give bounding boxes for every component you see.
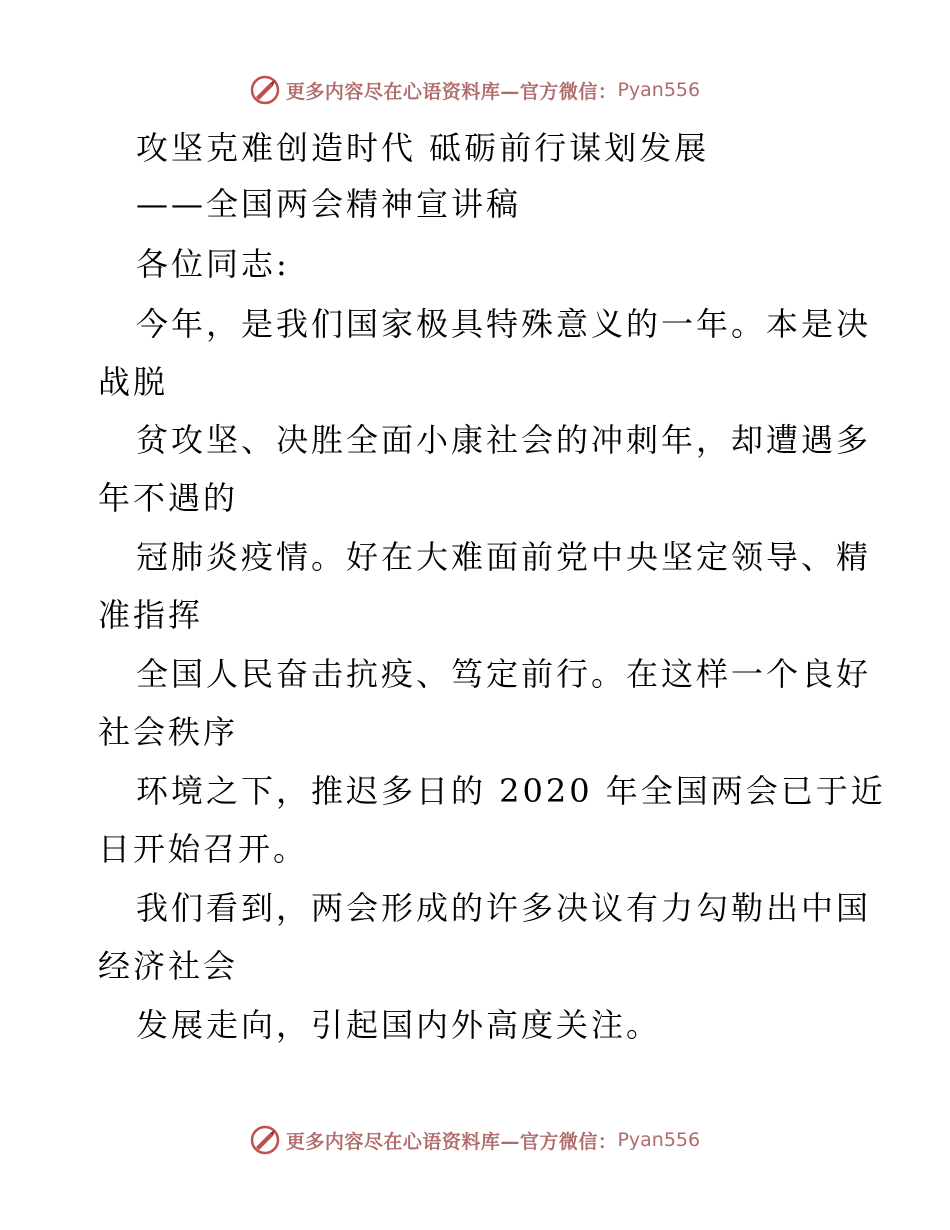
paragraph-line: 社会秩序 [98,713,239,751]
watermark-wechat-label: 官方微信： [519,1130,618,1153]
greeting: 各位同志: [136,245,290,283]
paragraph-line: 战脱 [98,363,169,401]
paragraph-line: 今年，是我们国家极具特殊意义的一年。本是决 [136,305,872,343]
paragraph-line: 日开始召开。 [98,830,309,868]
header-watermark [0,70,950,110]
paragraph-line: 经济社会 [98,947,239,985]
footer-watermark [0,1120,950,1160]
quill-pen-logo-icon [250,1125,280,1155]
paragraph-line: 准指挥 [98,596,204,634]
watermark-wechat-id: Pyan556 [617,79,701,101]
paragraph-line: 发展走向，引起国内外高度关注。 [136,1006,662,1044]
watermark-text: 更多内容尽在心语资料库— [285,80,520,103]
document-title: 攻坚克难创造时代 砥砺前行谋划发展 [136,129,710,167]
paragraph-line: 年不遇的 [98,479,239,517]
paragraph-line: 贫攻坚、决胜全面小康社会的冲刺年，却遭遇多 [136,421,872,459]
watermark-wechat-label: 官方微信： [519,80,618,103]
paragraph-line: 全国人民奋击抗疫、笃定前行。在这样一个良好 [136,655,872,693]
watermark-wechat-id: Pyan556 [617,1129,701,1151]
watermark-text: 更多内容尽在心语资料库— [285,1130,520,1153]
document-subtitle: ——全国两会精神宣讲稿 [136,185,522,223]
quill-pen-logo-icon [250,75,280,105]
paragraph-line: 我们看到，两会形成的许多决议有力勾勒出中国 [136,889,872,927]
paragraph-line: 环境之下，推迟多日的 2020 年全国两会已于近 [136,772,886,810]
paragraph-line: 冠肺炎疫情。好在大难面前党中央坚定领导、精 [136,538,872,576]
